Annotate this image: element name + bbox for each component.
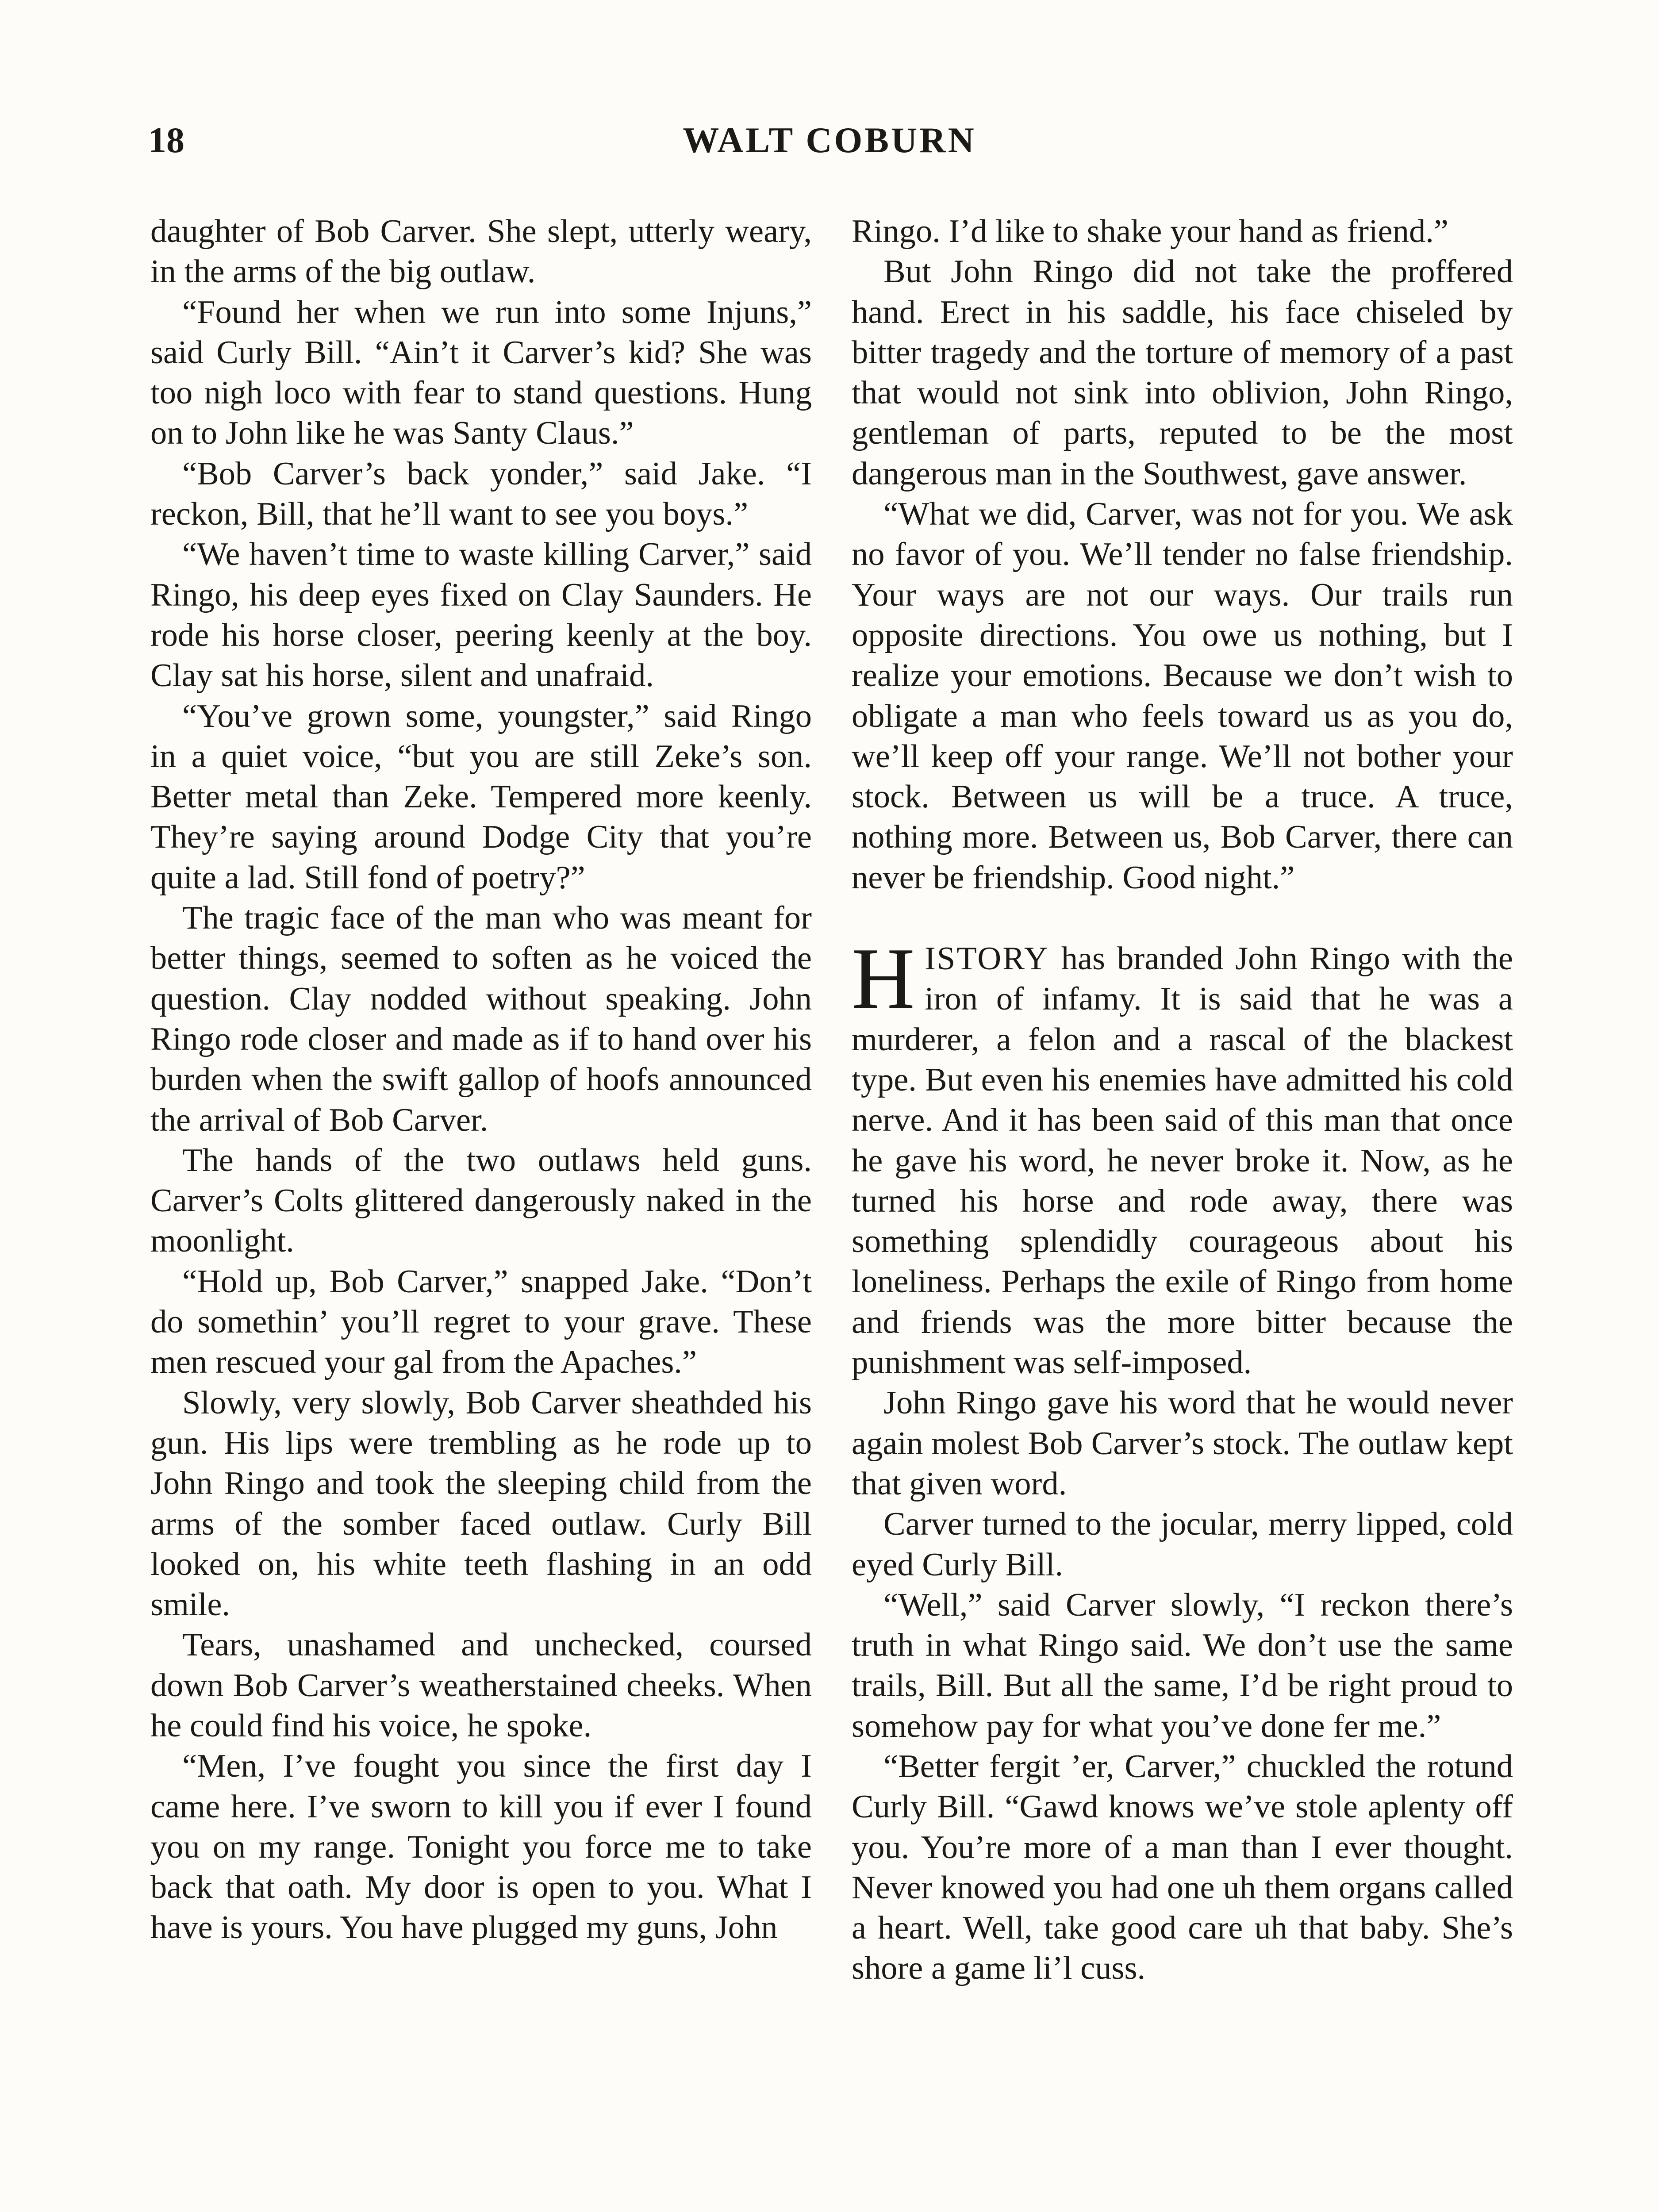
right-column: [852, 211, 1513, 1989]
paragraph: “We haven’t time to waste killing Carver,” said Ringo, his deep eyes fixed on Clay Saunders. He rode his horse closer, peering keenly at the boy. Clay sat his horse, silent and unafraid.: [150, 536, 812, 694]
section-lead-word: ISTORY: [925, 941, 1049, 977]
paragraph: But John Ringo did not take the proffered hand. Erect in his saddle, his face chiseled by bitter tragedy and the torture of memory of a past that would not sink into oblivion, John Ringo, gentleman of parts, reputed to be the most dangerous man in the Southwest, gave answer.: [852, 253, 1513, 492]
paragraph: The hands of the two outlaws held guns. Carver’s Colts glittered dangerously naked in the moonlight.: [150, 1142, 812, 1260]
paragraph: “Bob Carver’s back yonder,” said Jake. “I reckon, Bill, that he’ll want to see you boys.”: [150, 455, 812, 533]
paragraph: Ringo. I’d like to shake your hand as friend.”: [852, 213, 1448, 250]
section-opening-paragraph: [852, 930, 1513, 1383]
paragraph: “Found her when we run into some Injuns,” said Curly Bill. “Ain’t it Carver’s kid? She was too nigh loco with fear to stand questions. Hung on to John like he was Santy Claus.”: [150, 294, 812, 452]
paragraph: “You’ve grown some, youngster,” said Ringo in a quiet voice, “but you are still Zeke’s son. Better metal than Zeke. Tempered more keenly. They’re saying around Dodge City that you’re quite a lad. Still fond of poetry?”: [150, 698, 812, 896]
section-break: [852, 898, 1513, 939]
paragraph: “Men, I’ve fought you since the first day I came here. I’ve sworn to kill you if ever I found you on my range. Tonight you force me to take back that oath. My door is open to you. What I have is yours. You have plugged my guns, John: [150, 1748, 812, 1946]
paragraph: Tears, unashamed and unchecked, coursed down Bob Carver’s weatherstained cheeks. When he could find his voice, he spoke.: [150, 1627, 812, 1744]
section-opening-text: has branded John Ringo with the iron of infamy. It is said that he was a murderer, a felon and a rascal of the blackest type. But even his enemies have admitted his cold nerve. And it has been said of this man that once he gave his word, he never broke it. Now, as he turned his horse and rode away, there was something splendidly courageous about his loneliness. Perhaps the exile of Ringo from home and friends was the more bitter because the punishment was self-imposed.: [852, 941, 1513, 1381]
left-column: [150, 211, 812, 1948]
paragraph: John Ringo gave his word that he would never again molest Bob Carver’s stock. The outlaw kept that given word.: [852, 1385, 1513, 1502]
page-number: 18: [148, 120, 184, 160]
paragraph: Carver turned to the jocular, merry lipped, cold eyed Curly Bill.: [852, 1506, 1513, 1583]
paragraph: The tragic face of the man who was meant for better things, seemed to soften as he voiced the question. Clay nodded without speaking. John Ringo rode closer and made as if to hand over his burden when the swift gallop of hoofs announced the arrival of Bob Carver.: [150, 900, 812, 1138]
paragraph: “Better fergit ’er, Carver,” chuckled the rotund Curly Bill. “Gawd knows we’ve stole aplenty off you. You’re more of a man than I ever thought. Never knowed you had one uh them organs called a heart. Well, take good care uh that baby. She’s shore a game li’l cuss.: [852, 1748, 1513, 1987]
page-header: [148, 119, 1511, 168]
running-head: WALT COBURN: [683, 120, 976, 160]
paragraph: “Well,” said Carver slowly, “I reckon there’s truth in what Ringo said. We don’t use the same trails, Bill. But all the same, I’d be right proud to somehow pay for what you’ve done fer me.”: [852, 1586, 1513, 1744]
drop-cap: H: [852, 930, 915, 1027]
paragraph: Slowly, very slowly, Bob Carver sheathded his gun. His lips were trembling as he rode up to John Ringo and took the sleeping child from the arms of the somber faced outlaw. Curly Bill looked on, his white teeth flashing in an odd smile.: [150, 1384, 812, 1623]
paragraph: daughter of Bob Carver. She slept, utterly weary, in the arms of the big outlaw.: [150, 213, 812, 290]
paragraph: “Hold up, Bob Carver,” snapped Jake. “Don’t do somethin’ you’ll regret to your grave. These men rescued your gal from the Apaches.”: [150, 1263, 812, 1381]
paragraph: “What we did, Carver, was not for you. We ask no favor of you. We’ll tender no false friendship. Your ways are not our ways. Our trails run opposite directions. You owe us nothing, but I realize your emotions. Because we don’t wish to obligate a man who feels toward us as you do, we’ll keep off your range. We’ll not bother your stock. Between us will be a truce. A truce, nothing more. Between us, Bob Carver, there can never be friendship. Good night.”: [852, 496, 1513, 896]
